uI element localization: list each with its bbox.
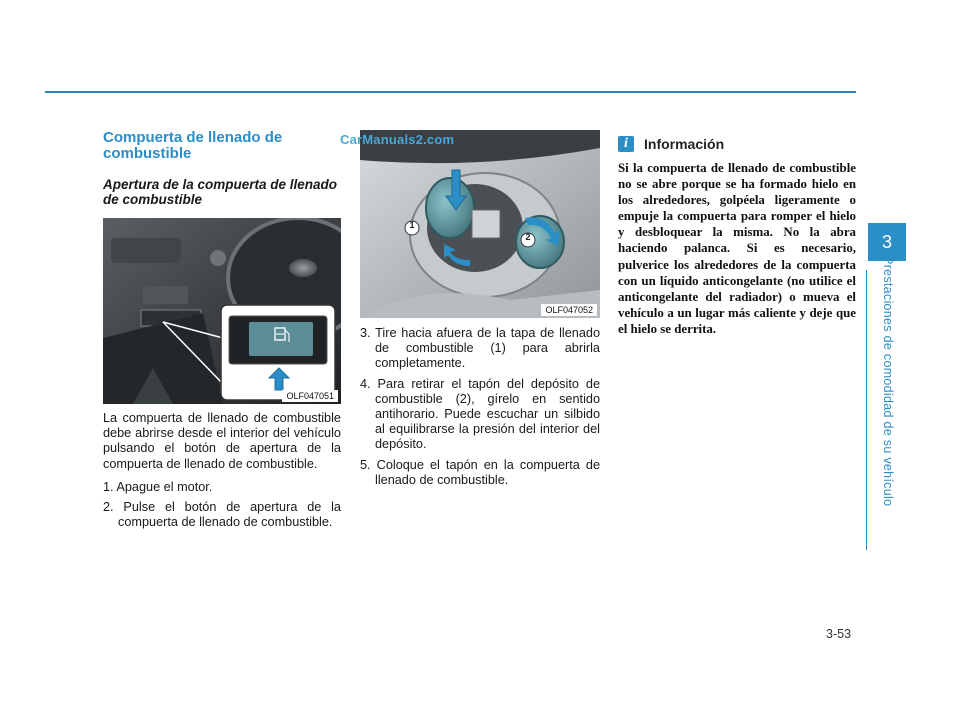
info-box [618,136,856,337]
info-icon: i [618,136,634,152]
figure-fuel-cap [360,130,600,318]
info-header [618,136,856,152]
step-item: 2. Pulse el botón de apertura de la compuerta de llenado de combustible. [103,500,341,530]
step-item: 3. Tire hacia afuera de la tapa de llenado de combustible (1) para abrirla completamente. [360,326,600,371]
chapter-title-vertical: Prestaciones de comodidad de su vehículo [881,256,895,507]
steps-list-right [360,326,600,488]
figure-code: OLF047051 [282,390,338,402]
info-body: Si la compuerta de llenado de combustible no se abre porque se ha formado hielo en los alrededores, golpéela ligeramente o empuje la compuerta para romper el hielo y desbloquear la misma. No la abra haciendo palanca. Si es necesario, pulverice los alrededores de la compuerta con un líquido anticongelante (no utilice el anticongelante del radiador) o mueva el vehículo a un lugar más caliente y deje que el hielo se derrita. [618,161,856,336]
callout-2: 2 [525,232,531,242]
info-title: Información [644,136,725,152]
step-item: 4. Para retirar el tapón del depósito de combustible (2), gírelo en sentido antihorario. Puede escuchar un silbido al equilibrarse la presión del interior del depósito. [360,376,600,452]
callout-1: 1 [409,220,415,230]
page-number: 3-53 [826,627,852,641]
steps-list-left [103,480,341,531]
step-item: 5. Coloque el tapón en la compuerta de llenado de combustible. [360,457,600,487]
dashboard-illustration [103,218,341,404]
chapter-tab: 3 [868,223,906,261]
section-title: Compuerta de llenado de combustible [103,129,283,162]
watermark: CarManuals2.com [340,132,455,147]
middle-column [360,130,600,493]
header-rule [45,91,856,93]
intro-paragraph: La compuerta de llenado de combustible debe abrirse desde el interior del vehículo pulsando el botón de apertura de la compuerta de llenado de combustible. [103,411,341,471]
section-subtitle: Apertura de la compuerta de llenado de combustible [103,177,338,207]
fuel-cap-illustration [360,130,600,318]
step-item: 1. Apague el motor. [103,479,213,494]
figure-fuel-door-button [103,218,341,404]
left-column [103,130,341,535]
figure-code: OLF047052 [541,304,597,316]
chapter-side-line [866,270,867,550]
